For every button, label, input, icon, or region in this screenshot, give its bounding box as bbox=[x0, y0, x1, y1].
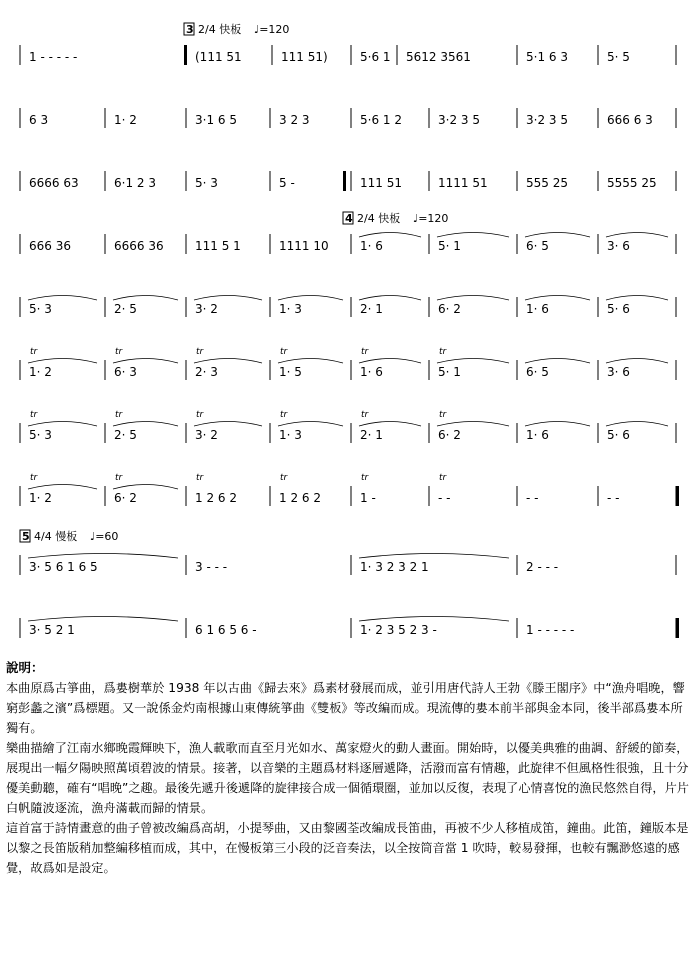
section-number: 5 bbox=[22, 530, 30, 543]
slur-arc bbox=[359, 422, 421, 427]
measure-notes: 1· 3 bbox=[279, 428, 302, 442]
slur-arc bbox=[194, 359, 262, 364]
trill-mark: tr bbox=[30, 473, 38, 483]
explanation-title: 說明： bbox=[6, 660, 44, 675]
section-tempo-mark: ♩=60 bbox=[90, 530, 119, 543]
explanation-paragraph-1: 本曲原爲古箏曲，爲婁樹華於 1938 年以古曲《歸去來》爲素材發展而成，並引用唐代詩人王勃《滕王閣序》中“漁舟唱晚，響窮彭蠡之濱”爲標題。又一說係金灼南根據山東傳統箏曲《雙板》等改編而成。現流傳的婁本前半部與金本同，後半部爲婁本所獨有。 bbox=[6, 681, 685, 735]
measure-notes: 5· 6 bbox=[607, 302, 630, 316]
measure-notes: 3 2 3 bbox=[279, 113, 310, 127]
measure-notes: 6 3 bbox=[29, 113, 49, 127]
measure-notes: 3· 6 bbox=[607, 239, 630, 253]
explanation-section bbox=[6, 658, 694, 878]
measure-notes: 1· 3 2 3 2 1 bbox=[360, 560, 429, 574]
slur-arc bbox=[194, 296, 262, 301]
measure-notes: 5· 1 bbox=[438, 365, 461, 379]
measure-notes: 5· 3 bbox=[195, 176, 218, 190]
measure-notes: 666 36 bbox=[29, 239, 71, 253]
measure-notes: 5·6 1 2 bbox=[360, 113, 402, 127]
trill-mark: tr bbox=[361, 347, 369, 357]
measure-notes: 1· 2 bbox=[114, 113, 137, 127]
slur-arc bbox=[194, 422, 262, 427]
slur-arc bbox=[437, 422, 509, 427]
measure-notes: 5·6 1 bbox=[360, 50, 391, 64]
trill-mark: tr bbox=[115, 410, 123, 420]
slur-arc bbox=[28, 617, 178, 622]
section-tempo-mark: ♩=120 bbox=[254, 23, 290, 36]
measure-notes: 1· 3 bbox=[279, 302, 302, 316]
measure-notes: 1 - - - - - bbox=[29, 50, 78, 64]
measure-notes: 6· 2 bbox=[114, 491, 137, 505]
measure-notes: 5· 3 bbox=[29, 428, 52, 442]
section-tempo-mark: ♩=120 bbox=[413, 212, 449, 225]
section-number: 4 bbox=[345, 212, 353, 225]
measure-notes: 3· 2 bbox=[195, 428, 218, 442]
measure-notes: 5·1 6 3 bbox=[526, 50, 568, 64]
trill-mark: tr bbox=[439, 473, 447, 483]
measure-notes: 2· 3 bbox=[195, 365, 218, 379]
slur-arc bbox=[359, 359, 421, 364]
measure-notes: 1 - bbox=[360, 491, 376, 505]
measure-notes: 1111 10 bbox=[279, 239, 329, 253]
measure-notes: 3· 5 6 1 6 5 bbox=[29, 560, 98, 574]
measure-notes: 6· 3 bbox=[114, 365, 137, 379]
slur-arc bbox=[278, 359, 343, 364]
measure-notes: - - bbox=[607, 491, 620, 505]
measure-notes: 6666 36 bbox=[114, 239, 164, 253]
slur-arc bbox=[525, 233, 590, 238]
measure-notes: 1· 5 bbox=[279, 365, 302, 379]
measure-notes: 1· 2 bbox=[29, 365, 52, 379]
measure-notes: 1· 6 bbox=[526, 302, 549, 316]
measure-notes: 2· 5 bbox=[114, 428, 137, 442]
measure-notes: 5612 3561 bbox=[406, 50, 471, 64]
measure-notes: 5· 3 bbox=[29, 302, 52, 316]
trill-mark: tr bbox=[30, 347, 38, 357]
slur-arc bbox=[28, 296, 97, 301]
section-number: 3 bbox=[186, 23, 194, 36]
section-tempo-label: 2/4 快板 bbox=[198, 23, 242, 36]
trill-mark: tr bbox=[280, 410, 288, 420]
trill-mark: tr bbox=[361, 473, 369, 483]
measure-notes: 3 - - - bbox=[195, 560, 228, 574]
measure-notes: 6· 5 bbox=[526, 365, 549, 379]
measure-notes: 111 51 bbox=[360, 176, 402, 190]
measure-notes: 3·2 3 5 bbox=[438, 113, 480, 127]
repeat-start-barline bbox=[184, 45, 187, 65]
measure-notes: 5· 5 bbox=[607, 50, 630, 64]
measure-notes: 6· 5 bbox=[526, 239, 549, 253]
measure-notes: 5 - bbox=[279, 176, 295, 190]
slur-arc bbox=[359, 233, 421, 238]
measure-notes: 1· 2 3 5 2 3 - bbox=[360, 623, 437, 637]
measure-notes: 6 1 6 5 6 - bbox=[195, 623, 257, 637]
trill-mark: tr bbox=[280, 473, 288, 483]
slur-arc bbox=[113, 359, 178, 364]
measure-notes: - - bbox=[438, 491, 451, 505]
measure-notes: 3· 6 bbox=[607, 365, 630, 379]
final-barline bbox=[676, 618, 679, 638]
explanation-paragraph-2: 樂曲描繪了江南水鄉晚霞輝映下，漁人載歌而直至月光如水、萬家燈火的動人畫面。開始時，以優美典雅的曲調、舒緩的節奏，展現出一幅夕陽映照萬頃碧波的情景。接著，以音樂的主題爲材料逐層遞降，活潑而富有情趣，此旋律不但風格性很強，且十分優美動聽，確有“唱晚”之趣。最後先遞升後遞降的旋律接合成一個循環圈，並加以反復，表現了心情喜悅的漁民悠然自得，片片白帆隨波逐流，漁舟滿載而歸的情景。 bbox=[6, 741, 689, 815]
slur-arc bbox=[278, 296, 343, 301]
slur-arc bbox=[28, 422, 97, 427]
trill-mark: tr bbox=[439, 347, 447, 357]
measure-notes: 2· 1 bbox=[360, 302, 383, 316]
slur-arc bbox=[28, 485, 97, 490]
measure-notes: - - bbox=[526, 491, 539, 505]
measure-notes: 3· 2 bbox=[195, 302, 218, 316]
slur-arc bbox=[437, 233, 509, 238]
repeat-end-barline bbox=[343, 171, 346, 191]
measure-notes: 1· 6 bbox=[360, 365, 383, 379]
slur-arc bbox=[525, 359, 590, 364]
measure-notes: 555 25 bbox=[526, 176, 568, 190]
measure-notes: 2· 5 bbox=[114, 302, 137, 316]
measure-notes: 666 6 3 bbox=[607, 113, 653, 127]
measure-notes: 1 2 6 2 bbox=[279, 491, 321, 505]
slur-arc bbox=[359, 617, 509, 622]
trill-mark: tr bbox=[30, 410, 38, 420]
measure-notes: 6· 2 bbox=[438, 428, 461, 442]
measure-notes: 6666 63 bbox=[29, 176, 79, 190]
slur-arc bbox=[28, 359, 97, 364]
measure-notes: 1 2 6 2 bbox=[195, 491, 237, 505]
measure-notes: (111 51 bbox=[195, 50, 242, 64]
measure-notes: 6·1 2 3 bbox=[114, 176, 156, 190]
slur-arc bbox=[113, 296, 178, 301]
final-barline bbox=[676, 486, 679, 506]
measure-notes: 3·2 3 5 bbox=[526, 113, 568, 127]
slur-arc bbox=[437, 359, 509, 364]
slur-arc bbox=[28, 554, 178, 559]
slur-arc bbox=[113, 422, 178, 427]
trill-mark: tr bbox=[361, 410, 369, 420]
measure-notes: 111 51) bbox=[281, 50, 328, 64]
trill-mark: tr bbox=[115, 347, 123, 357]
trill-mark: tr bbox=[196, 347, 204, 357]
section-tempo-label: 4/4 慢板 bbox=[34, 530, 78, 543]
slur-arc bbox=[437, 296, 509, 301]
trill-mark: tr bbox=[196, 473, 204, 483]
measure-notes: 5555 25 bbox=[607, 176, 657, 190]
measure-notes: 1111 51 bbox=[438, 176, 488, 190]
trill-mark: tr bbox=[439, 410, 447, 420]
section-tempo-label: 2/4 快板 bbox=[357, 212, 401, 225]
measure-notes: 1· 6 bbox=[526, 428, 549, 442]
measure-notes: 5· 6 bbox=[607, 428, 630, 442]
slur-arc bbox=[359, 554, 509, 559]
measure-notes: 1· 2 bbox=[29, 491, 52, 505]
measure-notes: 5· 1 bbox=[438, 239, 461, 253]
slur-arc bbox=[113, 485, 178, 490]
slur-arc bbox=[359, 296, 421, 301]
measure-notes: 111 5 1 bbox=[195, 239, 241, 253]
slur-arc bbox=[606, 422, 668, 427]
measure-notes: 2 - - - bbox=[526, 560, 559, 574]
slur-arc bbox=[606, 359, 668, 364]
explanation-paragraph-3: 這首富于詩情畫意的曲子曾被改編爲高胡，小提琴曲，又由黎國荃改編成長笛曲，再被不少人移植成笛，鐘曲。此笛，鐘版本是以黎之長笛版稍加整編移植而成，其中，在慢板第三小段的泛音奏法，以全按筒音當 1 吹時，較易發揮，也較有飄渺悠遠的感覺，故爲如是設定。 bbox=[6, 821, 689, 875]
measure-notes: 3· 5 2 1 bbox=[29, 623, 75, 637]
slur-arc bbox=[525, 422, 590, 427]
trill-mark: tr bbox=[115, 473, 123, 483]
slur-arc bbox=[278, 422, 343, 427]
measure-notes: 6· 2 bbox=[438, 302, 461, 316]
slur-arc bbox=[525, 296, 590, 301]
slur-arc bbox=[606, 296, 668, 301]
measure-notes: 3·1 6 5 bbox=[195, 113, 237, 127]
measure-notes: 1· 6 bbox=[360, 239, 383, 253]
measure-notes: 1 - - - - - bbox=[526, 623, 575, 637]
measure-notes: 2· 1 bbox=[360, 428, 383, 442]
trill-mark: tr bbox=[196, 410, 204, 420]
slur-arc bbox=[606, 233, 668, 238]
trill-mark: tr bbox=[280, 347, 288, 357]
